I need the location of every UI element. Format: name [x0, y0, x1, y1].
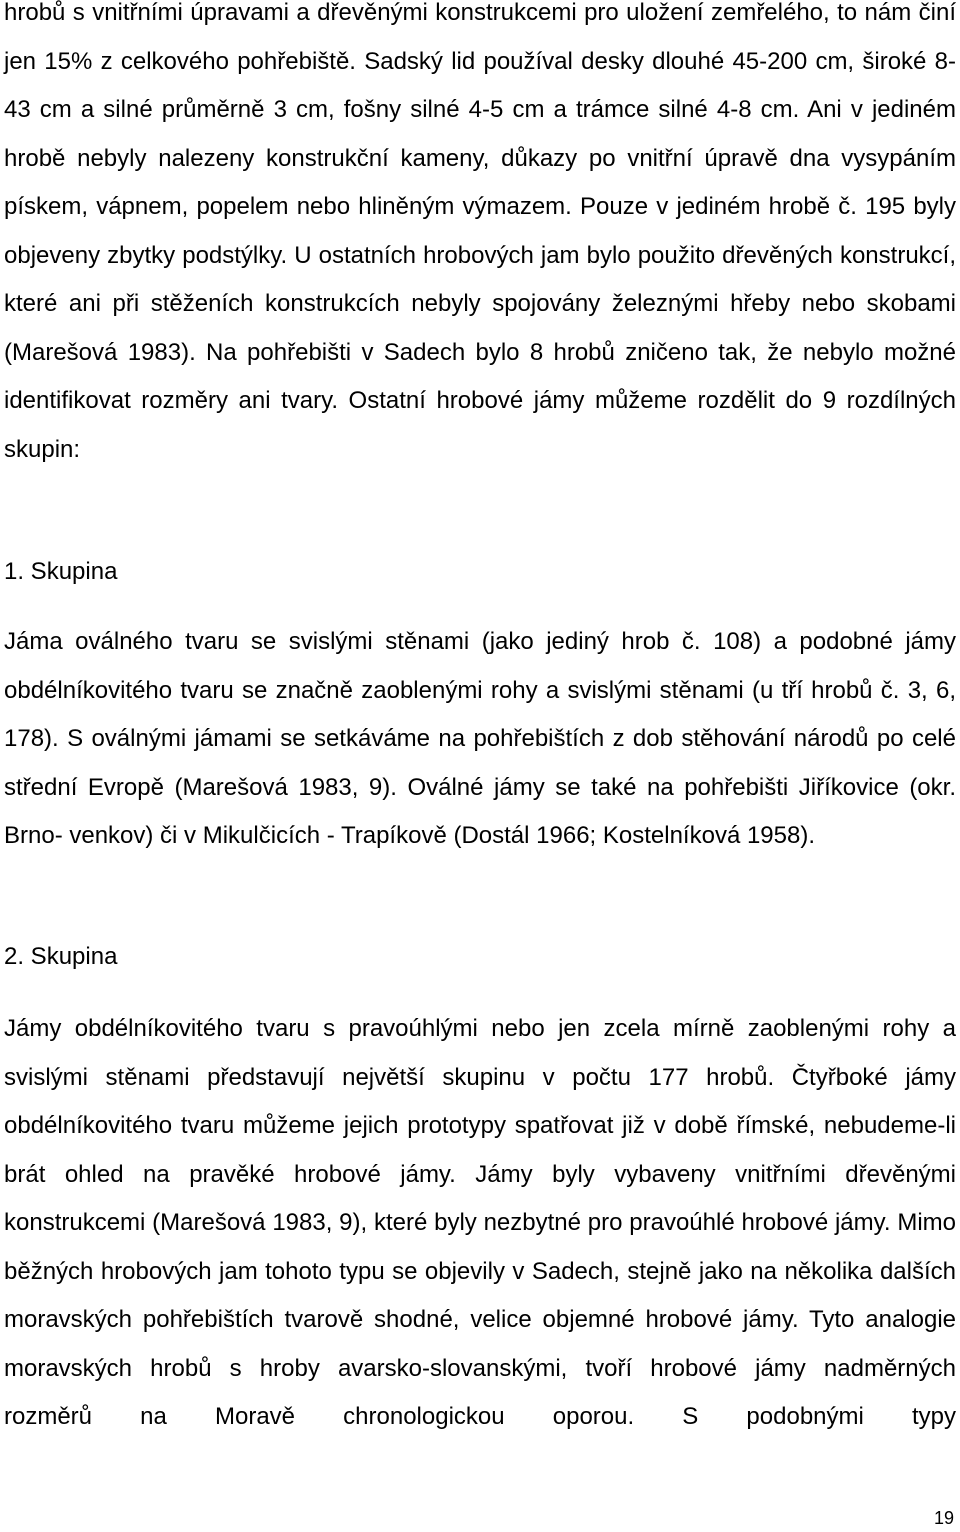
paragraph-group-2-text: Jámy obdélníkovitého tvaru s pravoúhlými nebo jen zcela mírně zaoblenými rohy a svislými stěnami představují největší skupinu v počtu 177 hrobů. Čtyřboké jámy obdélníkovitého tvaru můžeme jejich prototypy spatřovat již v době římské, nebudeme-li brát ohled na pravěké hrobové jámy. Jámy byly vybaveny vnitřními dřevěnými konstrukcemi (Marešová 1983, 9), které byly nezbytné pro pravoúhlé hrobové jámy. Mimo běžných hrobových jam tohoto typu se objevily v Sadech, stejně jako na několika dalších moravských pohřebištích tvarově shodné, velice objemné hrobové jámy. Tyto analogie moravských hrobů s hroby avarsko-slovanskými, tvoří hrobové jámy nadměrných rozměrů na Moravě chronologickou oporou. S podobnými typy — [4, 1015, 956, 1430]
heading-group-2: 2. Skupina — [4, 943, 118, 970]
paragraph-intro-text: hrobů s vnitřními úpravami a dřevěnými konstrukcemi pro uložení zemřelého, to nám činí jen 15% z celkového pohřebiště. Sadský lid používal desky dlouhé 45-200 cm, široké 8-43 cm a silné průměrně 3 cm, fošny silné 4-5 cm a trámce silné 4-8 cm. Ani v jediném hrobě nebyly nalezeny konstrukční kameny, důkazy po vnitřní úpravě dna vysypáním pískem, vápnem, popelem nebo hliněným výmazem. Pouze v jediném hrobě č. 195 byly objeveny zbytky podstýlky. U ostatních hrobových jam bylo použito dřevěných konstrukcí, které ani při stěženích konstrukcích nebyly spojovány železnými hřeby nebo skobami (Marešová 1983). Na pohřebišti v Sadech bylo 8 hrobů zničeno tak, že nebylo možné identifikovat rozměry ani tvary. Ostatní hrobové jámy můžeme rozdělit do 9 rozdílných skupin: — [4, 0, 956, 463]
heading-group-1: 1. Skupina — [4, 558, 118, 585]
paragraph-group-1 — [4, 618, 956, 861]
page-number: 19 — [933, 1508, 954, 1528]
paragraph-intro — [4, 0, 956, 474]
paragraph-group-1-text: Jáma oválného tvaru se svislými stěnami (jako jediný hrob č. 108) a podobné jámy obdélníkovitého tvaru se značně zaoblenými rohy a svislými stěnami (u tří hrobů č. 3, 6, 178). S oválnými jámami se setkáváme na pohřebištích z dob stěhování národů po celé střední Evropě (Marešová 1983, 9). Oválné jámy se také na pohřebišti Jiříkovice (okr. Brno- venkov) či v Mikulčicích - Trapíkově (Dostál 1966; Kostelníková 1958). — [4, 628, 956, 849]
paragraph-group-2 — [4, 1005, 956, 1442]
